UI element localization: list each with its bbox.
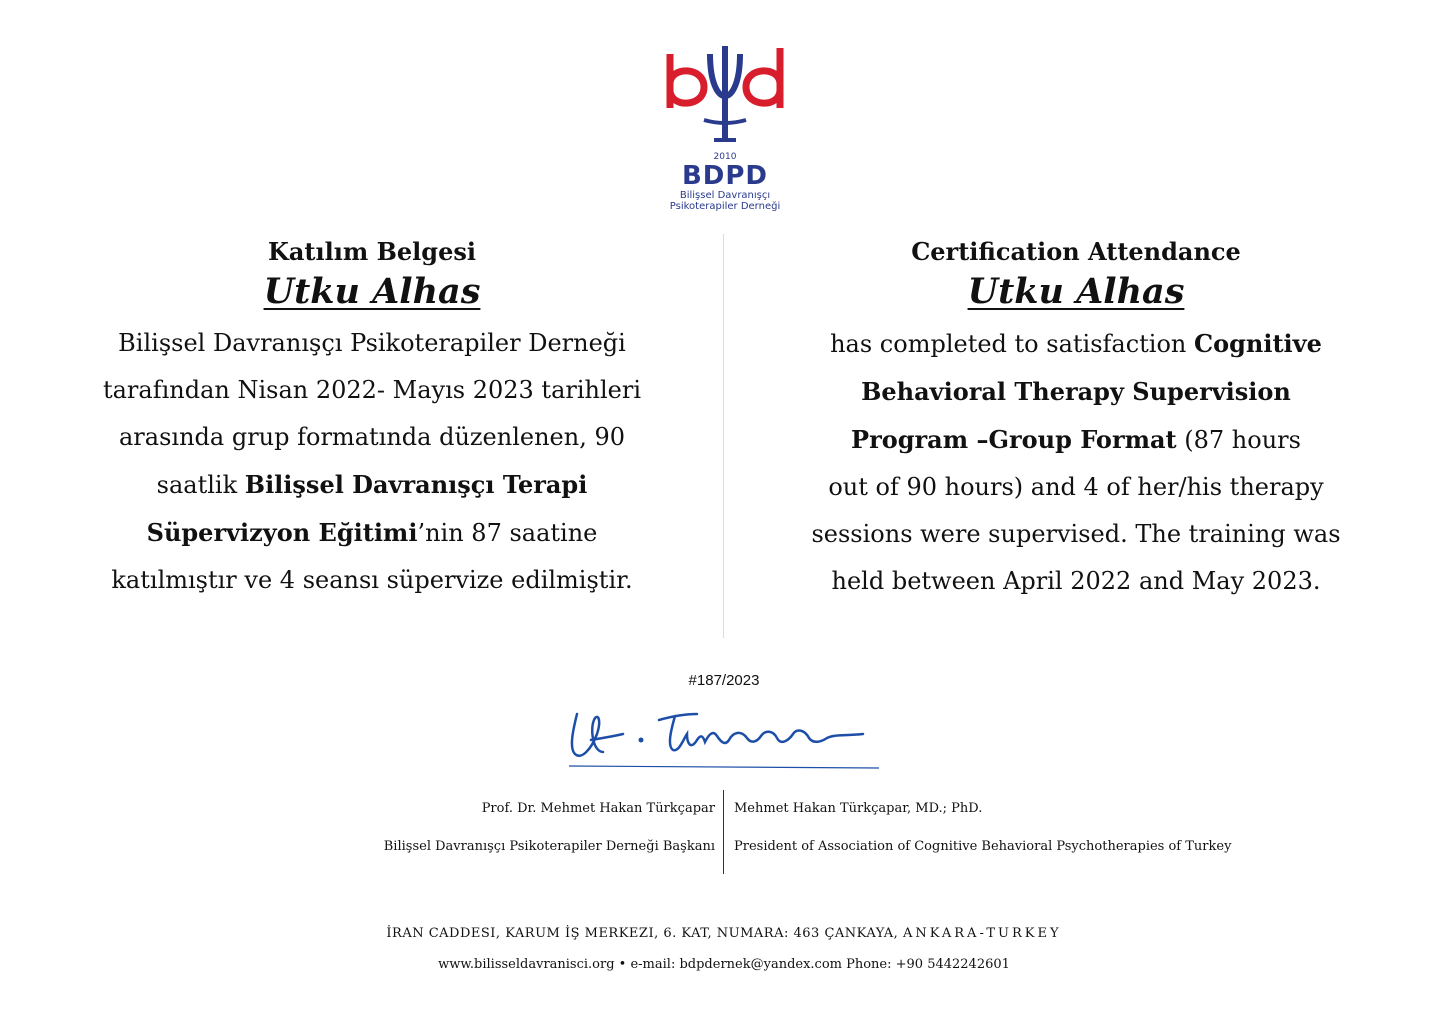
program-name-bold: Süpervizyon Eğitimi [146, 518, 418, 547]
turkish-body-text [72, 320, 672, 604]
body-text: (87 hours [1176, 426, 1301, 454]
program-name-bold: Program –Group Format [851, 425, 1177, 454]
signatory-title-en: President of Association of Cognitive Behavioral Psychotherapies of Turkey [734, 839, 1232, 854]
body-line [72, 461, 672, 509]
logo-year: 2010 [713, 152, 737, 162]
logo-abbreviation: BDPD [681, 161, 769, 191]
english-certificate-column [776, 236, 1376, 605]
signatory-english [734, 790, 1231, 866]
body-text: has completed to satisfaction [830, 330, 1195, 358]
logo-subtitle-2: Psikoterapiler Derneği [669, 201, 781, 212]
reference-number: #187/2023 [688, 672, 760, 689]
body-text: saatlik [156, 471, 245, 499]
body-line: Bilişsel Davranışçı Psikoterapiler Derneği [118, 329, 626, 357]
recipient-name-tr: Utku Alhas [263, 271, 481, 312]
recipient-name-en: Utku Alhas [967, 271, 1185, 312]
program-name-bold: Cognitive [1194, 329, 1322, 358]
english-body-text [776, 320, 1376, 605]
signatory-name-tr: Prof. Dr. Mehmet Hakan Türkçapar [481, 801, 715, 816]
body-line [776, 416, 1376, 464]
address-street: İRAN CADDESI, KARUM İŞ MERKEZI, 6. KAT, NUMARA: 463 ÇANKAYA, [386, 926, 903, 941]
body-line: tarafından Nisan 2022- Mayıs 2023 tarihleri [102, 376, 642, 404]
turkish-certificate-column [72, 236, 672, 604]
signatory-separator [723, 790, 724, 874]
address-city: ANKARA-TURKEY [902, 926, 1062, 941]
signatory-turkish [384, 790, 715, 866]
signature-image [563, 700, 883, 772]
body-line: out of 90 hours) and 4 of her/his therapy [828, 473, 1324, 501]
footer-address [0, 926, 1448, 941]
column-divider [723, 234, 724, 638]
body-line [72, 509, 672, 557]
association-logo [660, 40, 790, 212]
body-line: sessions were supervised. The training was [811, 520, 1341, 548]
body-text: ’nin 87 saatine [417, 519, 598, 547]
body-line: katılmıştır ve 4 seansı süpervize edilmiştir. [111, 566, 633, 594]
body-line [776, 320, 1376, 368]
program-name-bold: Behavioral Therapy Supervision [861, 377, 1291, 406]
psi-logo-icon [660, 40, 790, 152]
english-heading: Certification Attendance [911, 237, 1241, 266]
turkish-heading: Katılım Belgesi [268, 237, 476, 266]
logo-subtitle-1: Bilişsel Davranışçı [679, 190, 771, 201]
program-name-bold: Bilişsel Davranışçı Terapi [244, 470, 588, 499]
signatory-block [0, 790, 1448, 874]
signatory-name-en: Mehmet Hakan Türkçapar, MD.; PhD. [734, 801, 983, 816]
body-line [776, 368, 1376, 416]
footer-contact: www.bilisseldavranisci.org • e-mail: bdpdernek@yandex.com Phone: +90 5442242601 [438, 957, 1010, 972]
body-line: arasında grup formatında düzenlenen, 90 [119, 423, 625, 451]
signatory-title-tr: Bilişsel Davranışçı Psikoterapiler Derneği Başkanı [383, 839, 715, 854]
body-line: held between April 2022 and May 2023. [831, 567, 1321, 595]
